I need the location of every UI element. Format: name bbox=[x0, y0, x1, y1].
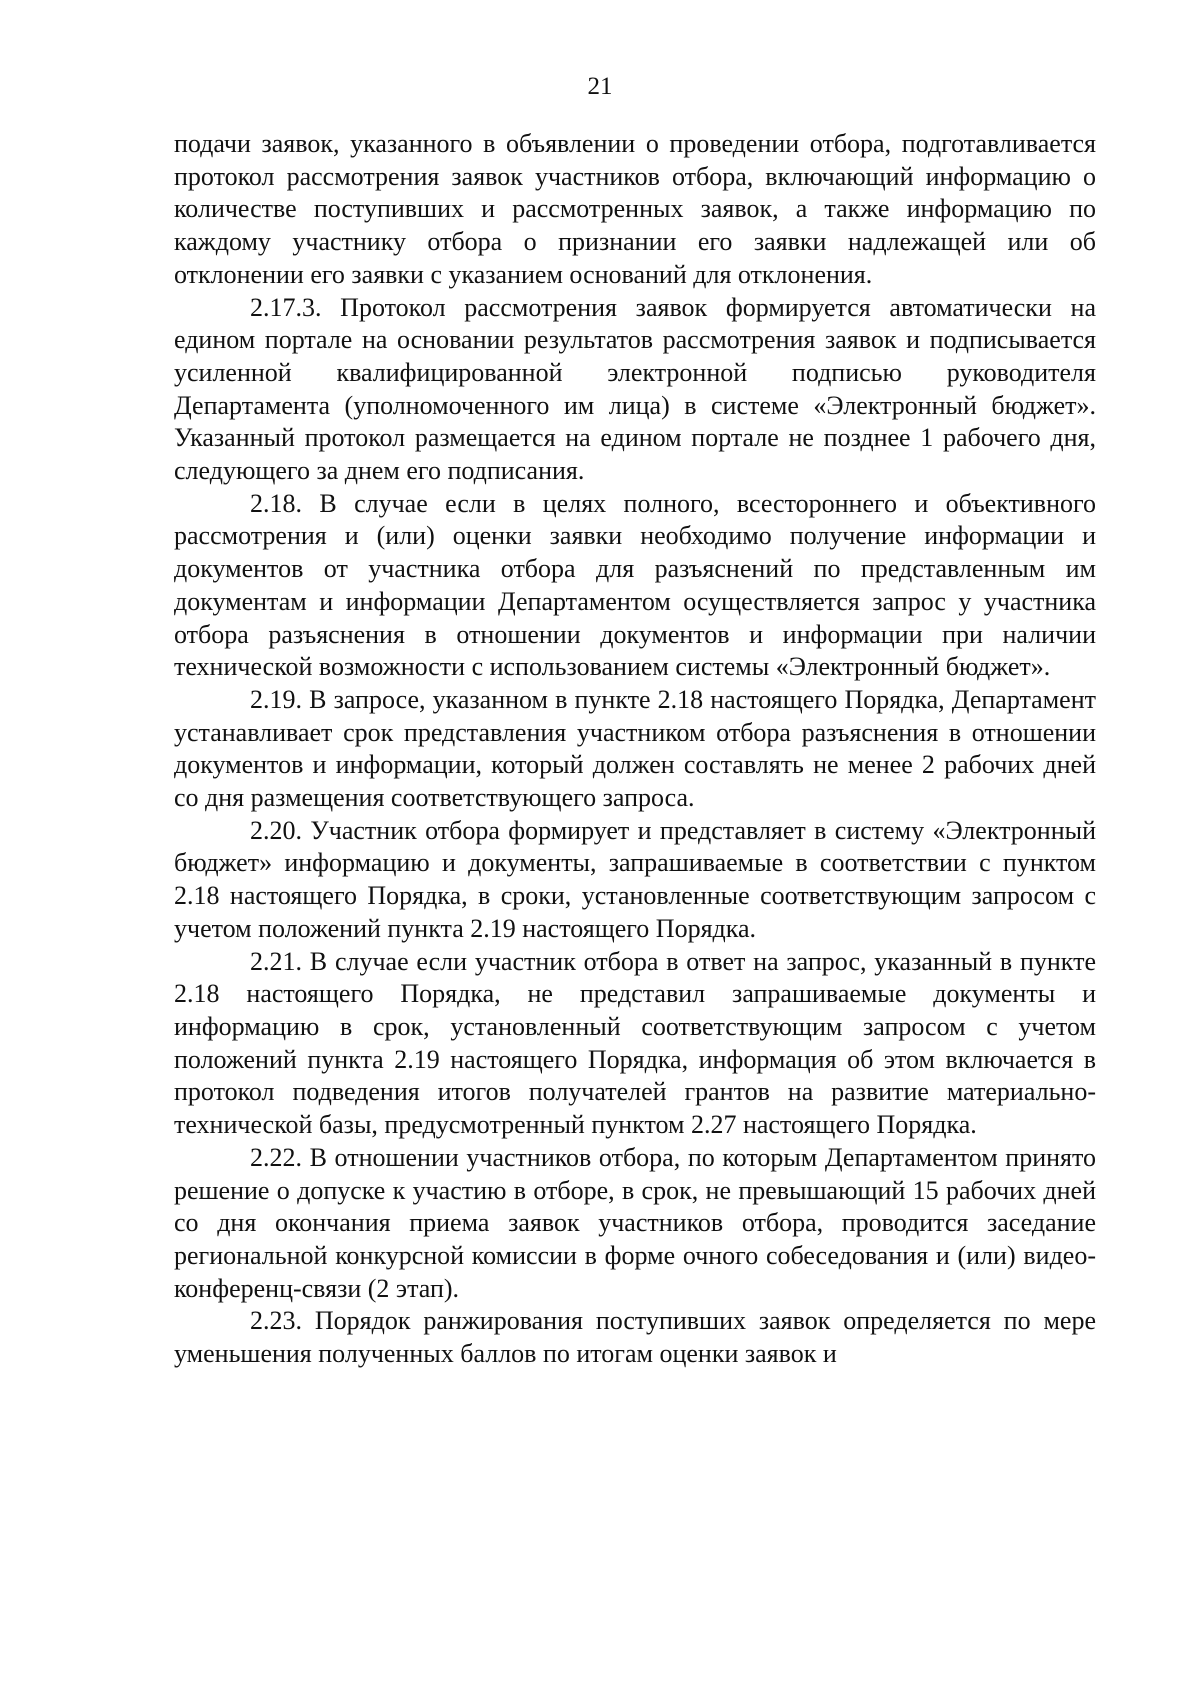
paragraph-2-19: 2.19. В запросе, указанном в пункте 2.18 настоящего Порядка, Департамент устанавливает срок представления участником отбора разъяснения в отношении документов и информации, который должен составлять не менее 2 рабочих дней со дня размещения соответствующего запроса. bbox=[174, 684, 1096, 813]
paragraph-2-20: 2.20. Участник отбора формирует и представляет в систему «Электронный бюджет» информацию и документы, запрашиваемые в соответствии с пунктом 2.18 настоящего Порядка, в сроки, установленные соответствующим запросом с учетом положений пункта 2.19 настоящего Порядка. bbox=[174, 815, 1096, 943]
document-body bbox=[174, 128, 1096, 1371]
paragraph-2-18: 2.18. В случае если в целях полного, всестороннего и объективного рассмотрения и (или) оценки заявки необходимо получение информации и документов от участника отбора для разъяснений по представленным им документам и информации Департаментом осуществляется запрос у участника отбора разъяснения в отношении документов и информации при наличии технической возможности с использованием системы «Электронный бюджет». bbox=[174, 488, 1096, 682]
paragraph-continuation: подачи заявок, указанного в объявлении о проведении отбора, подготавливается протокол рассмотрения заявок участников отбора, включающий информацию о количестве поступивших и рассмотренных заявок, а также информацию по каждому участнику отбора о признании его заявки надлежащей или об отклонении его заявки с указанием оснований для отклонения. bbox=[174, 129, 1096, 289]
page-number: 21 bbox=[587, 73, 613, 100]
paragraph-2-22: 2.22. В отношении участников отбора, по которым Департаментом принято решение о допуске к участию в отборе, в срок, не превышающий 15 рабочих дней со дня окончания приема заявок участников отбора, проводится заседание региональной конкурсной комиссии в форме очного собеседования и (или) видео-конференц-связи (2 этап). bbox=[174, 1142, 1096, 1303]
paragraph-2-21: 2.21. В случае если участник отбора в ответ на запрос, указанный в пункте 2.18 настоящего Порядка, не представил запрашиваемые документы и информацию в срок, установленный соответствующим запросом с учетом положений пункта 2.19 настоящего Порядка, информация об этом включается в протокол подведения итогов получателей грантов на развитие материально-технической базы, предусмотренный пунктом 2.27 настоящего Порядка. bbox=[174, 946, 1096, 1140]
paragraph-2-23: 2.23. Порядок ранжирования поступивших заявок определяется по мере уменьшения полученных баллов по итогам оценки заявок и bbox=[174, 1306, 1096, 1369]
paragraph-2-17-3: 2.17.3. Протокол рассмотрения заявок формируется автоматически на едином портале на основании результатов рассмотрения заявок и подписывается усиленной квалифицированной электронной подписью руководителя Департамента (уполномоченного им лица) в системе «Электронный бюджет». Указанный протокол размещается на едином портале не позднее 1 рабочего дня, следующего за днем его подписания. bbox=[174, 292, 1096, 486]
